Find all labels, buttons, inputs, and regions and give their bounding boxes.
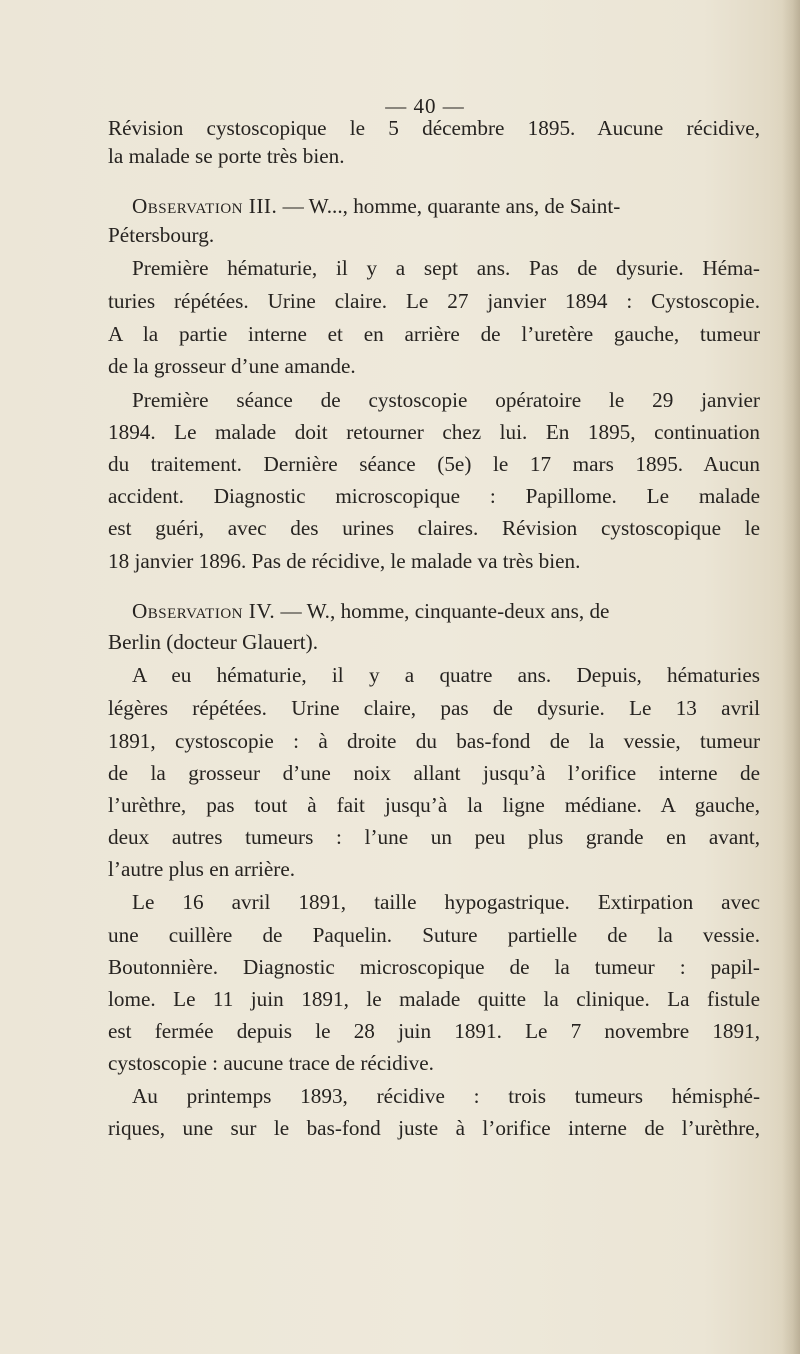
text-line: A la partie interne et en arrière de l’uretère gauche, tumeur [108,322,760,346]
text-line: du traitement. Dernière séance (5e) le 17 mars 1895. Aucun [108,452,760,476]
text-line: accident. Diagnostic microscopique : Papillome. Le malade [108,484,760,508]
text-line: la malade se porte très bien. [108,144,345,168]
observation-title: Observation III. [132,194,278,218]
text-line: est fermée depuis le 28 juin 1891. Le 7 novembre 1891, [108,1019,760,1043]
text-line: l’urèthre, pas tout à fait jusqu’à la ligne médiane. A gauche, [108,793,760,817]
text-line: Au printemps 1893, récidive : trois tumeurs hémisphé- [132,1084,760,1108]
text-line: Révision cystoscopique le 5 décembre 1895. Aucune récidive, [108,116,760,140]
observation-heading-line [132,597,760,625]
observation-title: Observation IV. [132,599,276,623]
text-line: Berlin (docteur Glauert). [108,630,319,654]
text-line: cystoscopie : aucune trace de récidive. [108,1051,434,1075]
text-line: 18 janvier 1896. Pas de récidive, le malade va très bien. [108,549,581,573]
text-line: deux autres tumeurs : l’une un peu plus grande en avant, [108,825,760,849]
text-line: Boutonnière. Diagnostic microscopique de la tumeur : papil- [108,955,760,979]
text-line: 1894. Le malade doit retourner chez lui. En 1895, continuation [108,420,760,444]
page-number: — 40 — [385,94,465,118]
text-line: une cuillère de Paquelin. Suture partielle de la vessie. [108,923,760,947]
text-line: est guéri, avec des urines claires. Révision cystoscopique le [108,516,760,540]
text-line: 1891, cystoscopie : à droite du bas-fond de la vessie, tumeur [108,729,760,753]
page-edge-shadow [782,0,800,1354]
text-line: turies répétées. Urine claire. Le 27 janvier 1894 : Cystoscopie. [108,289,760,313]
text-line: Le 16 avril 1891, taille hypogastrique. Extirpation avec [132,890,760,914]
text-line: de la grosseur d’une noix allant jusqu’à l’orifice interne de [108,761,760,785]
text-line: riques, une sur le bas-fond juste à l’orifice interne de l’urèthre, [108,1116,760,1140]
text-line: A eu hématurie, il y a quatre ans. Depuis, hématuries [132,663,760,687]
text-line: Première séance de cystoscopie opératoire le 29 janvier [132,388,760,412]
text-line: de la grosseur d’une amande. [108,354,356,378]
text-line-continuation: — W..., homme, quarante ans, de Saint- [277,194,621,218]
observation-heading-line [132,192,760,220]
text-line: Pétersbourg. [108,223,215,247]
text-line-continuation: — W., homme, cinquante-deux ans, de [275,599,610,623]
text-line: lome. Le 11 juin 1891, le malade quitte la clinique. La fistule [108,987,760,1011]
text-line: Première hématurie, il y a sept ans. Pas de dysurie. Héma- [132,256,760,280]
text-line: l’autre plus en arrière. [108,857,296,881]
text-line: légères répétées. Urine claire, pas de dysurie. Le 13 avril [108,696,760,720]
